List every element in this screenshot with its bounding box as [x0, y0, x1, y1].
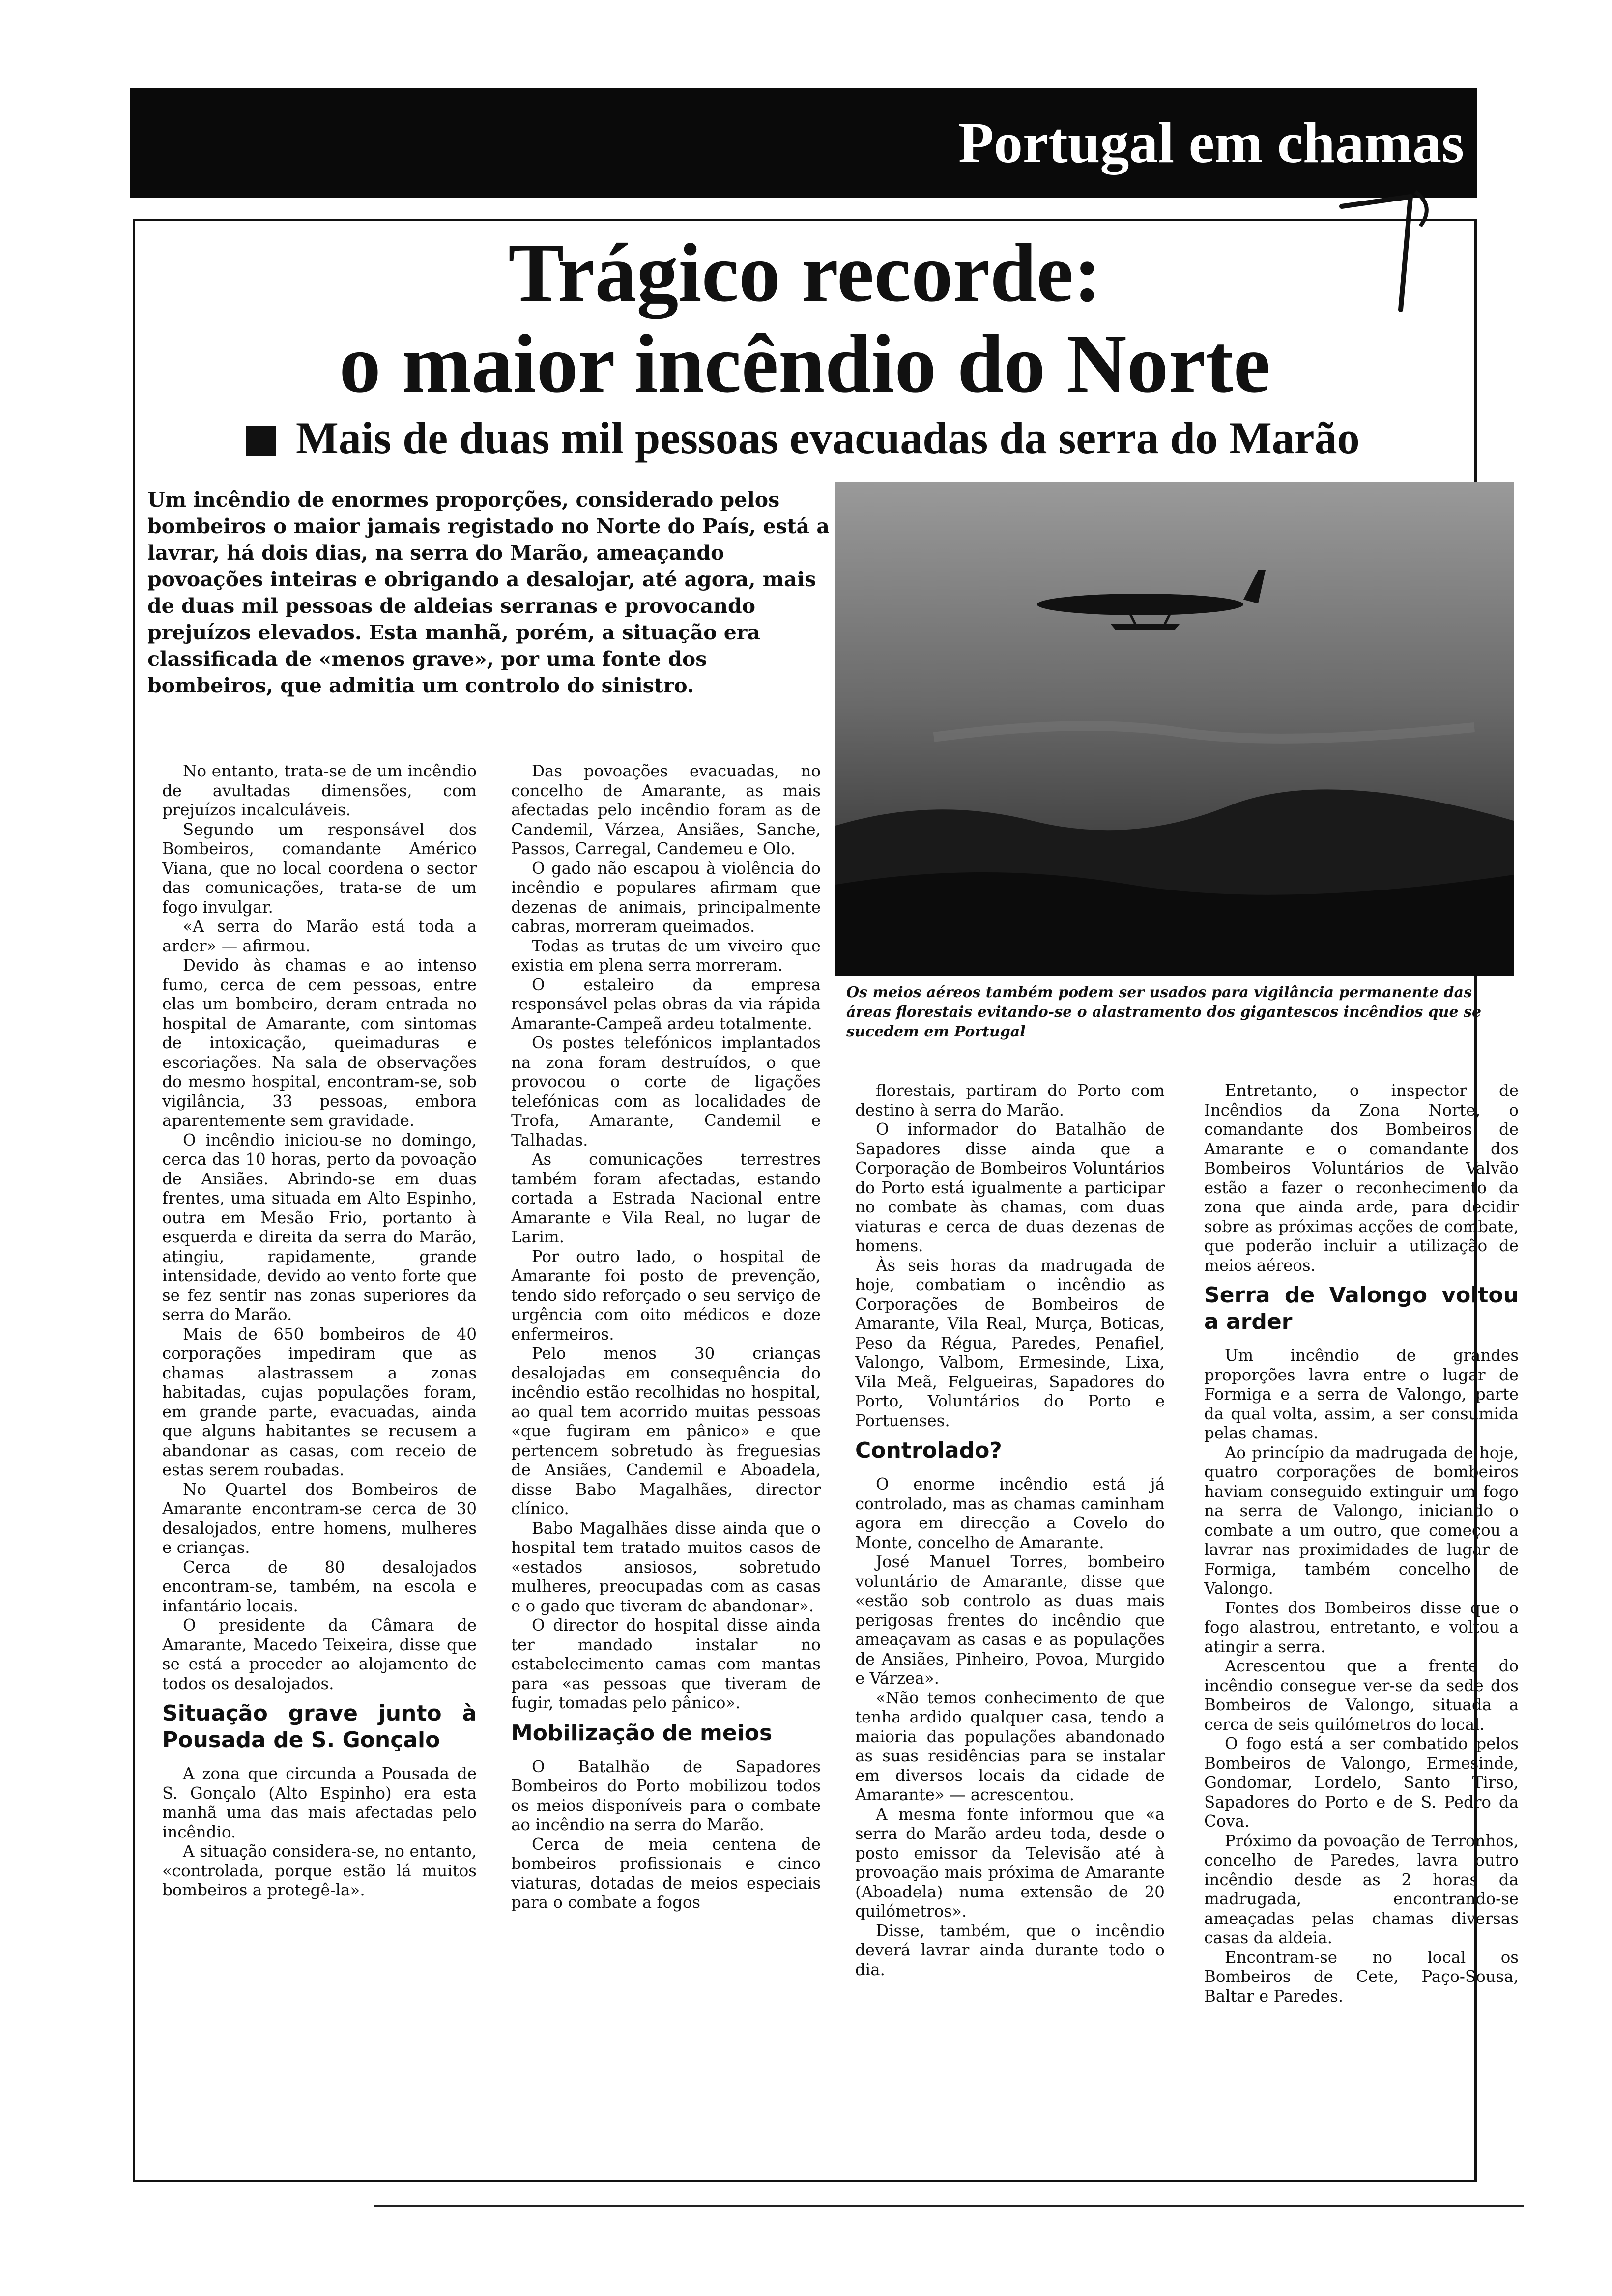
subhead-controlado: Controlado? — [855, 1438, 1002, 1463]
paragraph: No Quartel dos Bombeiros de Amarante encontram-se cerca de 30 desalojados, entre homens, mulheres e crianças. — [162, 1480, 477, 1557]
paragraph: O Batalhão de Sapadores Bombeiros do Porto mobilizou todos os meios disponíveis para o combate ao incêndio na serra do Marão. — [511, 1757, 821, 1834]
paragraph: Mais de 650 bombeiros de 40 corporações impediram que as chamas alastrassem a zonas habitadas, cujas populações foram, em grande parte, evacuadas, ainda que alguns habitantes se recusem a abandonar as casas, com receio de estas serem roubadas. — [162, 1324, 477, 1479]
paragraph: «Não temos conhecimento de que tenha ardido qualquer casa, tendo a maioria das populações abandonado as suas residências para se instalar em diversos locais da cidade de Amarante» — acrescentou. — [855, 1688, 1165, 1804]
paragraph: A zona que circunda a Pousada de S. Gonçalo (Alto Espinho) era esta manhã uma das mais afectadas pelo incêndio. — [162, 1764, 477, 1841]
aircraft-photo — [835, 482, 1514, 976]
paragraph: Cerca de meia centena de bombeiros profissionais e cinco viaturas, dotadas de meios especiais para o combate a fogos — [511, 1835, 821, 1912]
column-2 — [511, 762, 821, 1913]
subheadline — [246, 413, 1360, 463]
section-banner: Portugal em chamas — [130, 88, 1477, 198]
subhead-valongo: Serra de Valongo voltou a arder — [1204, 1283, 1519, 1334]
paragraph: Ao princípio da madrugada de hoje, quatro corporações de bombeiros haviam conseguido extinguir um fogo na serra de Valongo, iniciando o combate a um outro, que começou a lavrar nas proximidades de lugar de Formiga, também concelho de Valongo. — [1204, 1443, 1519, 1598]
paragraph: Entretanto, o inspector de Incêndios da Zona Norte, o comandante dos Bombeiros de Amarante e o comandante dos Bombeiros Voluntários de Valvão estão a fazer o reconhecimento da zona que ainda arde, para decidir sobre as próximas acções de combate, que poderão incluir a utilização de meios aéreos. — [1204, 1081, 1519, 1275]
paragraph: A mesma fonte informou que «a serra do Marão ardeu toda, desde o posto emissor da Televisão até à provoação mais próxima de Amarante (Aboadela) numa extensão de 20 quilómetros». — [855, 1805, 1165, 1921]
paragraph: Devido às chamas e ao intenso fumo, cerca de cem pessoas, entre elas um bombeiro, deram entrada no hospital de Amarante, com sintomas de intoxicação, queimaduras e escoriações. Na sala de observações do mesmo hospital, encontram-se, sob vigilância, 33 pessoas, embora aparentemente sem gravidade. — [162, 956, 477, 1130]
paragraph: O enorme incêndio está já controlado, mas as chamas caminham agora em direcção a Covelo do Monte, concelho de Amarante. — [855, 1475, 1165, 1552]
paragraph: Cerca de 80 desalojados encontram-se, também, na escola e infantário locais. — [162, 1557, 477, 1615]
paragraph: No entanto, trata-se de um incêndio de avultadas dimensões, com prejuízos incalculáveis. — [162, 762, 477, 819]
paragraph: Babo Magalhães disse ainda que o hospital tem tratado muitos casos de «estados ansiosos, sobretudo mulheres, preocupadas com as casas e o gado que tiveram de abandonar». — [511, 1519, 821, 1615]
paragraph: As comunicações terrestres também foram afectadas, estando cortada a Estrada Nacional entre Amarante e Vila Real, no lugar de Larim. — [511, 1150, 821, 1246]
paragraph: Encontram-se no local os Bombeiros de Cete, Paço-Sousa, Baltar e Paredes. — [1204, 1948, 1519, 2006]
paragraph: O incêndio iniciou-se no domingo, cerca das 10 horas, perto da povoação de Ansiães. Abrindo-se em duas frentes, uma situada em Alto Espinho, outra em Mesão Frio, portanto à esquerda e direita da serra do Marão, atingiu, rapidamente, grande intensidade, devido ao vento forte que se fez sentir nas zonas superiores da serra do Marão. — [162, 1130, 477, 1324]
paragraph: O gado não escapou à violência do incêndio e populares afirmam que dezenas de animais, principalmente cabras, morreram queimados. — [511, 859, 821, 936]
paragraph: Um incêndio de grandes proporções lavra entre o lugar de Formiga e a serra de Valongo, parte da qual volta, assim, a ser consumida pelas chamas. — [1204, 1346, 1519, 1442]
paragraph: Fontes dos Bombeiros disse que o fogo alastrou, entretanto, e voltou a atingir a serra. — [1204, 1598, 1519, 1656]
headline-line-2: o maior incêndio do Norte — [339, 317, 1271, 410]
paragraph: florestais, partiram do Porto com destino à serra do Marão. — [855, 1081, 1165, 1119]
paragraph: Às seis horas da madrugada de hoje, combatiam o incêndio as Corporações de Bombeiros de Amarante, Vila Real, Murça, Boticas, Peso da Régua, Paredes, Penafiel, Valongo, Valbom, Ermesinde, Lixa, Vila Meã, Felgueiras, Sapadores do Porto, Voluntários do Porto e Portuenses. — [855, 1256, 1165, 1430]
column-3 — [855, 1081, 1165, 1980]
paragraph: O presidente da Câmara de Amarante, Macedo Teixeira, disse que se está a proceder ao alojamento de todos os desalojados. — [162, 1616, 477, 1693]
paragraph: O estaleiro da empresa responsável pelas obras da via rápida Amarante-Campeã ardeu totalmente. — [511, 975, 821, 1033]
paragraph: José Manuel Torres, bombeiro voluntário de Amarante, disse que «estão sob controlo as duas mais perigosas frentes do incêndio que ameaçavam as casas e as populações de Ansiães, Pinheiro, Povoa, Murgido e Várzea». — [855, 1552, 1165, 1688]
paragraph: O director do hospital disse ainda ter mandado instalar no estabelecimento camas com mantas para «as pessoas que tiveram de fugir, tomadas pelo pânico». — [511, 1616, 821, 1712]
lede-paragraph: Um incêndio de enormes proporções, considerado pelos bombeiros o maior jamais registado no Norte do País, está a lavrar, há dois dias, na serra do Marão, ameaçando povoações inteiras e obrigando a desalojar, até agora, mais de duas mil pessoas de aldeias serranas e provocando prejuízos elevados. Esta manhã, porém, a situação era classificada de «menos grave», por uma fonte dos bombeiros, que admitia um controlo do sinistro. — [147, 488, 830, 697]
photo-caption: Os meios aéreos também podem ser usados para vigilância permanente das áreas florestais evitando-se o alastramento dos gigantescos incêndios que se sucedem em Portugal — [846, 984, 1482, 1040]
paragraph: Próximo da povoação de Terronhos, concelho de Paredes, lavra outro incêndio desde as 2 horas da madrugada, encontrando-se ameaçadas pelas chamas diversas casas da aldeia. — [1204, 1831, 1519, 1947]
paragraph: Acrescentou que a frente do incêndio consegue ver-se da sede dos Bombeiros de Valongo, situada a cerca de seis quilómetros do local. — [1204, 1657, 1519, 1734]
bullet-square-icon — [246, 426, 276, 456]
paragraph: Das povoações evacuadas, no concelho de Amarante, as mais afectadas pelo incêndio foram as de Candemil, Várzea, Ansiães, Sanche, Passos, Carregal, Candemeu e Olo. — [511, 762, 821, 858]
paragraph: Por outro lado, o hospital de Amarante foi posto de prevenção, tendo sido reforçado o seu serviço de urgência com oito médicos e doze enfermeiros. — [511, 1247, 821, 1344]
paragraph: «A serra do Marão está toda a arder» — afirmou. — [162, 917, 477, 955]
paragraph: Os postes telefónicos implantados na zona foram destruídos, o que provocou o corte de ligações telefónicas com as localidades de Trofa, Amarante, Candemil e Talhadas. — [511, 1033, 821, 1149]
paragraph: O fogo está a ser combatido pelos Bombeiros de Valongo, Ermesinde, Gondomar, Lordelo, Santo Tirso, Sapadores do Porto e de S. Pedro da Cova. — [1204, 1734, 1519, 1831]
column-1 — [162, 762, 477, 1900]
column-4 — [1204, 1081, 1519, 2006]
bottom-rule — [374, 2205, 1524, 2207]
paragraph: A situação considera-se, no entanto, «controlada, porque estão lá muitos bombeiros a protegê-la». — [162, 1842, 477, 1899]
paragraph: Pelo menos 30 crianças desalojadas em consequência do incêndio estão recolhidas no hospital, ao qual tem acorrido muitas pessoas «que fugiram em pânico» e que pertencem sobretudo às freguesias de Ansiães, Candemil e Aboadela, disse Babo Magalhães, director clínico. — [511, 1344, 821, 1518]
subheadline-text: Mais de duas mil pessoas evacuadas da serra do Marão — [296, 413, 1360, 463]
headline-line-1: Trágico recorde: — [508, 227, 1101, 319]
subhead-pousada: Situação grave junto à Pousada de S. Gonçalo — [162, 1701, 477, 1752]
paragraph: Disse, também, que o incêndio deverá lavrar ainda durante todo o dia. — [855, 1921, 1165, 1979]
paragraph: Segundo um responsável dos Bombeiros, comandante Américo Viana, que no local coordena o sector das comunicações, trata-se de um fogo invulgar. — [162, 820, 477, 917]
paragraph: O informador do Batalhão de Sapadores disse ainda que a Corporação de Bombeiros Voluntários do Porto está igualmente a participar no combate às chamas, com duas viaturas e cerca de duas dezenas de homens. — [855, 1120, 1165, 1255]
paragraph: Todas as trutas de um viveiro que existia em plena serra morreram. — [511, 936, 821, 975]
subhead-mobilizacao: Mobilização de meios — [511, 1720, 773, 1746]
